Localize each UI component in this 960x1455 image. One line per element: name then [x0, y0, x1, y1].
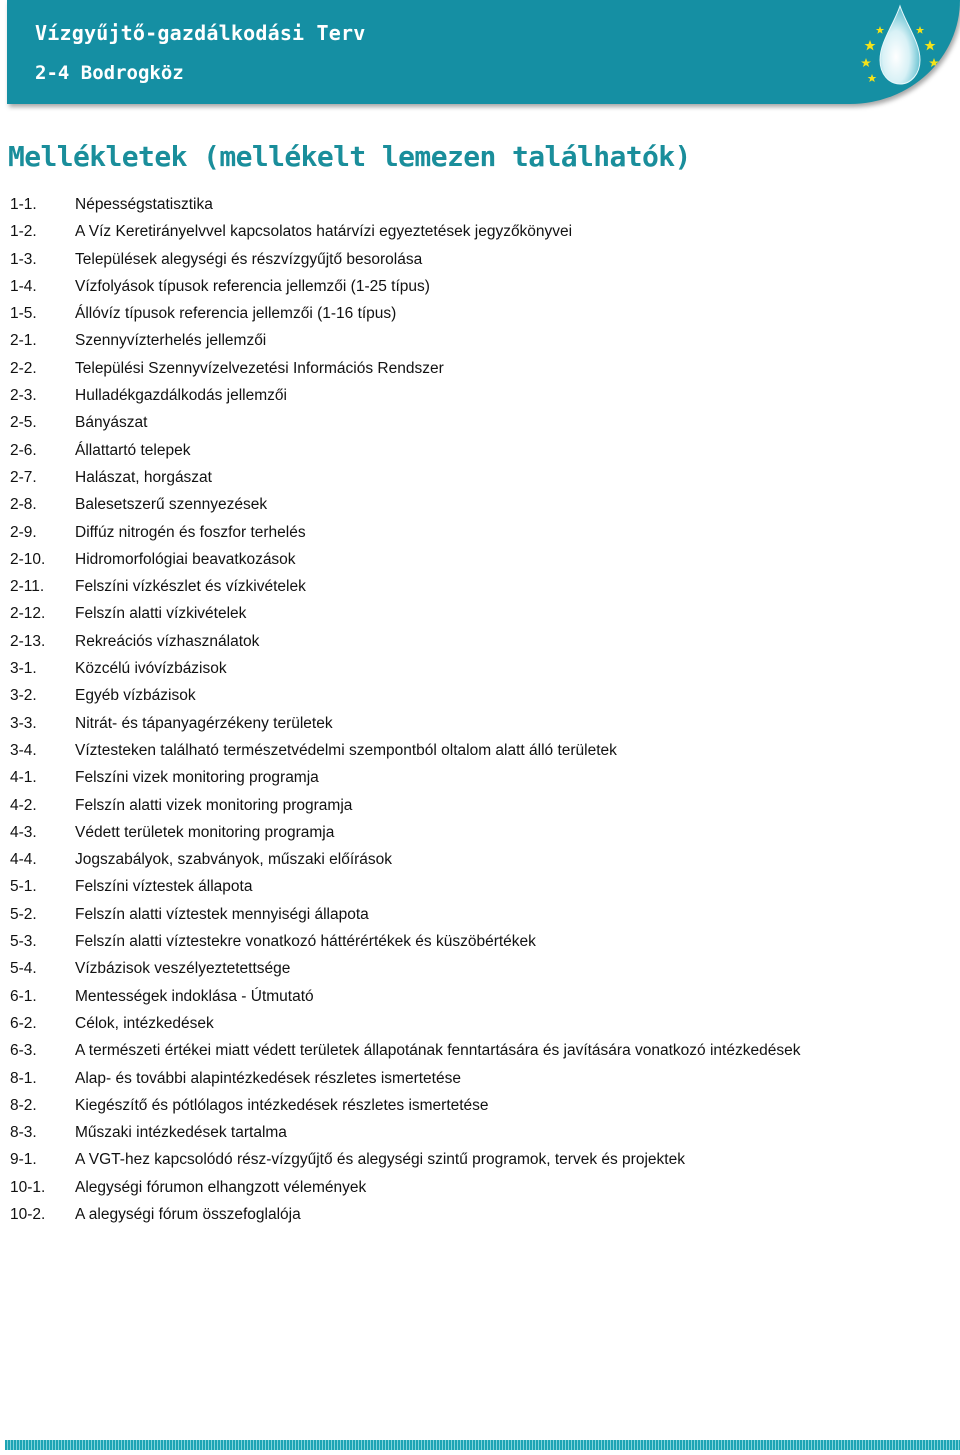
list-item [10, 713, 950, 740]
item-number: 5-4. [10, 960, 37, 978]
list-item [10, 412, 950, 439]
item-title: Felszín alatti víztestek mennyiségi állapota [75, 905, 369, 923]
item-number: 1-5. [10, 305, 37, 323]
footer-bar [5, 1440, 960, 1450]
list-item [10, 1122, 950, 1149]
item-number: 1-4. [10, 277, 37, 295]
item-number: 3-4. [10, 741, 37, 759]
list-item [10, 795, 950, 822]
item-number: 9-1. [10, 1151, 37, 1169]
item-number: 5-1. [10, 878, 37, 896]
list-item [10, 1013, 950, 1040]
list-item [10, 603, 950, 630]
list-item [10, 1204, 950, 1231]
list-item [10, 1095, 950, 1122]
item-number: 2-6. [10, 441, 37, 459]
list-item [10, 385, 950, 412]
item-title: Bányászat [75, 414, 148, 432]
list-item [10, 740, 950, 767]
list-item [10, 194, 950, 221]
item-number: 4-1. [10, 769, 37, 787]
item-title: Halászat, horgászat [75, 468, 212, 486]
list-item [10, 958, 950, 985]
item-title: Felszín alatti víztestekre vonatkozó háttérértékek és küszöbértékek [75, 933, 536, 951]
list-item [10, 358, 950, 385]
page-title: Mellékletek (mellékelt lemezen találhatók) [8, 140, 691, 173]
list-item [10, 494, 950, 521]
list-item [10, 1149, 950, 1176]
item-number: 2-10. [10, 550, 46, 568]
list-item [10, 1177, 950, 1204]
item-title: Balesetszerű szennyezések [75, 496, 268, 514]
item-title: Hidromorfológiai beavatkozások [75, 550, 296, 568]
item-title: Települési Szennyvízelvezetési Információs Rendszer [75, 359, 444, 377]
appendix-list [10, 194, 950, 1231]
list-item [10, 986, 950, 1013]
item-title: Felszíni víztestek állapota [75, 878, 253, 896]
item-title: Alegységi fórumon elhangzott vélemények [75, 1178, 367, 1196]
list-item [10, 631, 950, 658]
item-title: Egyéb vízbázisok [75, 687, 196, 705]
item-number: 1-2. [10, 223, 37, 241]
item-title: Mentességek indoklása - Útmutató [75, 987, 314, 1005]
list-item [10, 467, 950, 494]
item-title: A Víz Keretirányelvvel kapcsolatos határvízi egyeztetések jegyzőkönyvei [75, 223, 573, 241]
item-number: 3-1. [10, 660, 37, 678]
item-number: 2-12. [10, 605, 46, 623]
list-item [10, 822, 950, 849]
item-title: Felszíni vizek monitoring programja [75, 769, 319, 787]
item-number: 1-3. [10, 250, 37, 268]
item-number: 2-8. [10, 496, 37, 514]
list-item [10, 440, 950, 467]
item-title: Szennyvízterhelés jellemzői [75, 332, 267, 350]
item-number: 1-1. [10, 196, 37, 213]
item-title: Műszaki intézkedések tartalma [75, 1124, 287, 1142]
item-number: 8-1. [10, 1069, 37, 1087]
item-title: Települések alegységi és részvízgyűjtő besorolása [75, 250, 423, 268]
list-item [10, 576, 950, 603]
item-title: Jogszabályok, szabványok, műszaki előírások [75, 851, 393, 869]
item-number: 2-1. [10, 332, 37, 350]
item-title: A VGT-hez kapcsolódó rész-vízgyűjtő és alegységi szintű programok, tervek és projektek [75, 1151, 685, 1169]
item-title: Felszín alatti vízkivételek [75, 605, 247, 623]
list-item [10, 931, 950, 958]
list-item [10, 249, 950, 276]
list-item [10, 849, 950, 876]
item-number: 5-2. [10, 905, 37, 923]
item-number: 10-1. [10, 1178, 46, 1196]
list-item [10, 303, 950, 330]
list-item [10, 767, 950, 794]
list-item [10, 904, 950, 931]
item-title: Felszín alatti vizek monitoring programja [75, 796, 353, 814]
list-item [10, 685, 950, 712]
item-number: 5-3. [10, 933, 37, 951]
water-drop-logo-icon [850, 2, 950, 90]
item-number: 2-9. [10, 523, 37, 541]
item-number: 2-2. [10, 359, 37, 377]
list-item [10, 876, 950, 903]
list-item [10, 522, 950, 549]
item-number: 10-2. [10, 1205, 46, 1223]
item-title: Vízbázisok veszélyeztetettsége [75, 960, 291, 978]
list-item [10, 221, 950, 248]
item-title: Kiegészítő és pótlólagos intézkedések részletes ismertetése [75, 1096, 489, 1114]
item-title: A természeti értékei miatt védett területek állapotának fenntartására és javítására vonatkozó intézkedések [75, 1042, 801, 1060]
item-number: 4-3. [10, 823, 37, 841]
item-title: Védett területek monitoring programja [75, 823, 335, 841]
item-number: 2-3. [10, 387, 37, 405]
item-title: Rekreációs vízhasználatok [75, 632, 260, 650]
list-item [10, 1040, 950, 1067]
header-title: Vízgyűjtő-gazdálkodási Terv [35, 21, 366, 45]
item-number: 2-11. [10, 578, 45, 596]
item-number: 4-4. [10, 851, 37, 869]
page-header [7, 0, 960, 104]
list-item [10, 330, 950, 357]
item-title: Hulladékgazdálkodás jellemzői [75, 387, 287, 405]
item-number: 3-3. [10, 714, 37, 732]
item-title: Állattartó telepek [75, 441, 191, 459]
list-item [10, 658, 950, 685]
item-number: 2-5. [10, 414, 37, 432]
item-title: A alegységi fórum összefoglalója [75, 1205, 301, 1223]
item-number: 2-13. [10, 632, 46, 650]
item-title: Diffúz nitrogén és foszfor terhelés [75, 523, 306, 541]
header-subtitle: 2-4 Bodrogköz [35, 62, 184, 84]
item-title: Vízfolyások típusok referencia jellemzői (1-25 típus) [75, 277, 430, 295]
item-title: Közcélú ivóvízbázisok [75, 660, 227, 678]
item-number: 8-2. [10, 1096, 37, 1114]
item-number: 4-2. [10, 796, 37, 814]
list-item [10, 1068, 950, 1095]
item-title: Népességstatisztika [75, 196, 213, 213]
item-number: 6-1. [10, 987, 37, 1005]
item-title: Alap- és további alapintézkedések részletes ismertetése [75, 1069, 461, 1087]
item-number: 6-2. [10, 1014, 37, 1032]
item-number: 3-2. [10, 687, 37, 705]
item-number: 8-3. [10, 1124, 37, 1142]
list-item [10, 276, 950, 303]
item-title: Állóvíz típusok referencia jellemzői (1-16 típus) [75, 305, 397, 323]
item-title: Nitrát- és tápanyagérzékeny területek [75, 714, 333, 732]
item-title: Célok, intézkedések [75, 1014, 214, 1032]
item-title: Víztesteken található természetvédelmi szempontból oltalom alatt álló területek [75, 741, 617, 759]
item-number: 6-3. [10, 1042, 37, 1060]
list-item [10, 549, 950, 576]
item-title: Felszíni vízkészlet és vízkivételek [75, 578, 306, 596]
item-number: 2-7. [10, 468, 37, 486]
